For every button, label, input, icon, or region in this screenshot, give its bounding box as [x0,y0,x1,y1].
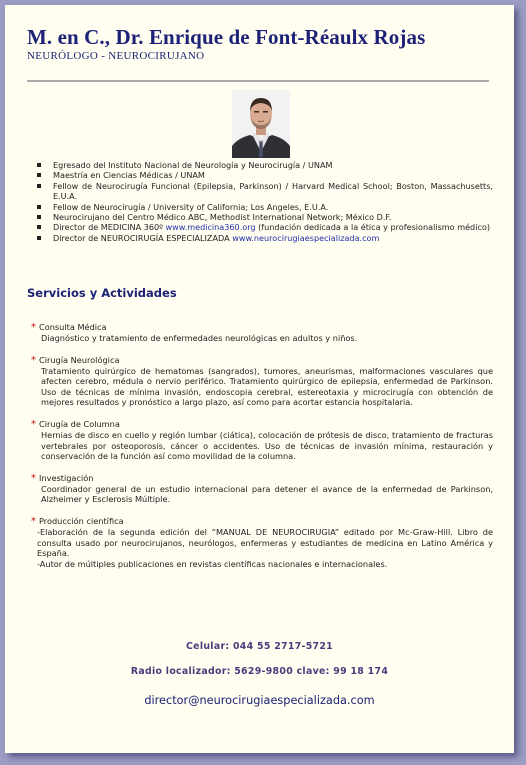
doctor-name: M. en C., Dr. Enrique de Font-Réaulx Rojas [27,25,426,49]
list-item [33,170,493,180]
list-item [33,222,493,232]
asterisk-icon: * [31,322,36,333]
header [27,25,502,62]
services-list [31,322,493,577]
doctor-photo [232,90,290,158]
bullet-text: Director de MEDICINA 360º [53,222,166,233]
service-item [31,516,493,569]
list-item [33,202,493,212]
service-title: Investigación [39,472,94,483]
phone-number: Celular: 044 55 2717-5721 [185,641,334,652]
section-title: Servicios y Actividades [27,286,177,300]
list-item [33,160,493,170]
service-body: Coordinador general de un estudio internacional para detener el avance de la enfermedad de Parkinson, Alzheimer y Esclerosis Múltiple. [41,483,493,505]
service-title: Cirugía de Columna [39,418,120,429]
bullet-text: (fundación dedicada a la ética y profesionalismo médico) [255,222,491,233]
asterisk-icon: * [31,418,36,430]
list-item [33,181,493,202]
credentials-list [33,160,493,243]
bullet-text: Fellow de Neurocirugía / University of California; Los Angeles, E.U.A. [53,201,329,212]
header-divider [27,80,489,82]
bullet-icon [37,184,41,188]
list-item [33,233,493,243]
service-body: -Elaboración de la segunda edición del “MANUAL DE NEUROCIRUGIA” editado por Mc-Graw-Hill. Libro de consulta usado por neurocirujanos, neurólogos, enfermeras y estudiantes de medicina en Latino América y España. [37,526,493,559]
bullet-text: Neurocirujano del Centro Médico ABC, Methodist International Network; México D.F. [53,212,392,223]
medicina360-link[interactable]: www.medicina360.org [165,222,256,233]
bullet-icon [37,236,41,240]
bullet-text: Fellow de Neurocirugía Funcional (Epilepsia, Parkinson) / Harvard Medical School; Boston, Massachusetts, E.U.A. [53,180,493,202]
bullet-icon [37,215,41,219]
service-item [31,355,493,408]
list-item [33,212,493,222]
service-body: Tratamiento quirúrgico de hematomas (sangrados), tumores, aneurismas, malformaciones vasculares que afecten cerebro, médula o nervio periférico. Tratamiento quirúrgico de epilepsia, enfermedad de Parkinson. Uso de técnicas de mínima invasión, endoscopia cerebral, estereotaxia y microcirugía con obtención de mejores resultados y pronóstico a largo plazo, así como para acortar estancia hospitalaria. [41,365,493,408]
bullet-icon [37,173,41,177]
specialty: NEURÓLOGO - NEUROCIRUJANO [27,50,205,62]
asterisk-icon: * [31,472,36,484]
service-item [31,419,493,462]
bullet-text: Director de NEUROCIRUGÍA ESPECIALIZADA [53,232,233,243]
service-title: Cirugía Neurológica [39,354,120,365]
asterisk-icon: * [31,515,36,527]
document-page [5,5,514,753]
service-title: Producción científica [39,515,124,526]
service-item [31,322,493,344]
service-item [31,473,493,505]
asterisk-icon: * [31,354,36,366]
service-title: Consulta Médica [39,322,107,332]
email-link[interactable]: director@neurocirugiaespecializada.com [144,694,375,707]
service-body: Hernias de disco en cuello y región lumbar (ciática), colocación de prótesis de disco, tratamiento de fracturas vertebrales por osteoporosis, cáncer o accidentes. Uso de técnicas de invasión mínima, restauración y conservación de la función así como movilidad de la columna. [41,429,493,462]
bullet-icon [37,225,41,229]
bullet-icon [37,205,41,209]
service-body: -Autor de múltiples publicaciones en revistas científicas nacionales e internacionales. [37,558,388,569]
service-body: Diagnóstico y tratamiento de enfermedades neurológicas en adultos y niños. [41,333,358,343]
pager-number: Radio localizador: 5629-9800 clave: 99 18 174 [130,666,389,677]
bullet-text: Egresado del Instituto Nacional de Neurología y Neurocirugía / UNAM [53,160,333,170]
bullet-text: Maestría en Ciencias Médicas / UNAM [53,170,205,181]
neurocirugia-link[interactable]: www.neurocirugiaespecializada.com [232,232,380,243]
bullet-icon [37,163,41,167]
